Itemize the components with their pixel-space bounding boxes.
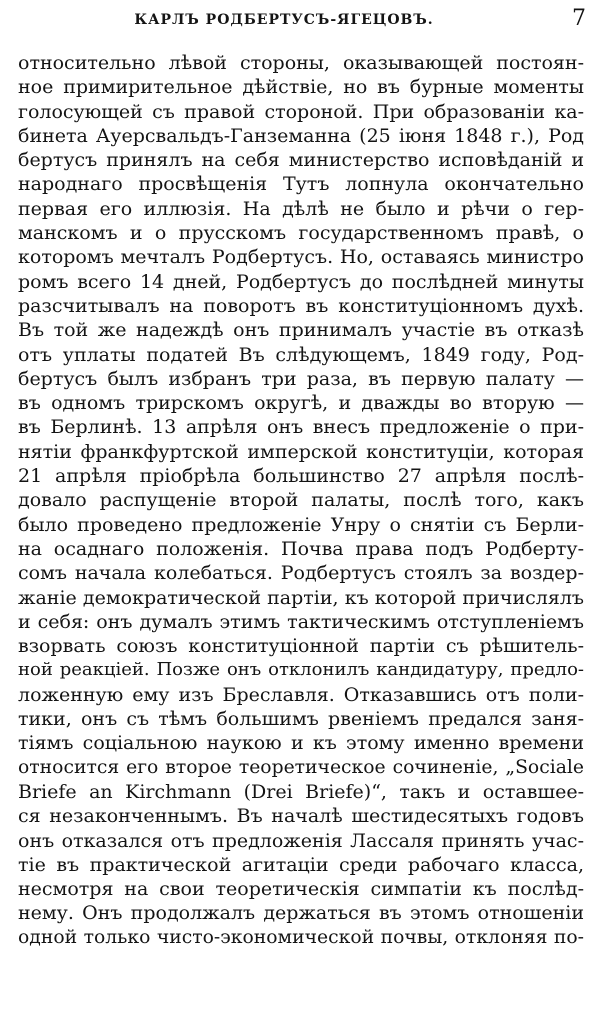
text-line: онъ отказался отъ предложенія Лассаля принять учас- <box>18 829 584 852</box>
text-line: относительно лѣвой стороны, оказывающей постоян- <box>18 52 584 74</box>
text-line: нему. Онъ продолжалъ держаться въ этомъ отношеніи <box>18 902 584 925</box>
text-line: несмотря на свои теоретическія симпатіи къ послѣд- <box>18 878 584 901</box>
text-line: относится его второе теоретическое сочиненіе, „Sociale <box>18 756 584 778</box>
text-line: на осаднаго положенія. Почва права подъ Родберту- <box>18 537 584 560</box>
text-line: въ Берлинѣ. 13 апрѣля онъ внесъ предложеніе о при- <box>18 416 584 439</box>
text-line: голосующей съ правой стороной. При образованіи ка- <box>18 100 584 123</box>
text-line: жаніе демократической партіи, къ которой причислялъ <box>18 586 584 609</box>
text-line: тіямъ соціальною наукою и къ этому именно времени <box>18 732 584 755</box>
page-header <box>18 6 590 36</box>
text-line: довало распущеніе второй палаты, послѣ того, какъ <box>18 489 584 512</box>
text-line: ромъ всего 14 дней, Родбертусъ до послѣдней минуты <box>18 270 584 293</box>
text-line: въ одномъ трирскомъ округѣ, и дважды во вторую — <box>18 392 584 415</box>
text-line: ной реакціей. Позже онъ отклонилъ кандидатуру, предло- <box>18 659 584 681</box>
text-line: ся незаконченнымъ. Въ началѣ шестидесятыхъ годовъ <box>18 805 584 828</box>
text-line: народнаго просвѣщенія Тутъ лопнула окончательно <box>18 173 584 196</box>
body-text <box>18 51 584 950</box>
text-line: 21 апрѣля пріобрѣла большинство 27 апрѣля послѣ- <box>18 465 584 488</box>
text-line: первая его иллюзія. На дѣлѣ не было и рѣчи о гер- <box>18 197 584 220</box>
text-line: ложенную ему изъ Бреславля. Отказавшись отъ поли- <box>18 683 584 706</box>
text-line: бертусъ былъ избранъ три раза, въ первую палату — <box>18 367 584 390</box>
text-line: тики, онъ съ тѣмъ большимъ рвеніемъ предался заня- <box>18 708 584 731</box>
text-line: тіе въ практической агитаціи среди рабочаго класса, <box>18 853 584 876</box>
page-number: 7 <box>572 6 586 31</box>
text-line: которомъ мечталъ Родбертусъ. Но, оставаясь министро <box>18 246 584 269</box>
text-line: ное примирительное дѣйствіе, но въ бурные моменты <box>18 76 584 99</box>
text-line: бертусъ принялъ на себя министерство исповѣданій и <box>18 149 584 172</box>
text-line: разсчитывалъ на поворотъ въ конституціонномъ духѣ. <box>18 294 584 317</box>
text-line: Briefe an Kirchmann (Drei Briefe)“, такъ и оставшее- <box>18 780 584 803</box>
text-line: сомъ начала колебаться. Родбертусъ стоялъ за воздер- <box>18 562 584 585</box>
text-line: было проведено предложеніе Унру о снятіи съ Берли- <box>18 513 584 536</box>
text-line: нятіи франкфуртской имперской конституціи, которая <box>18 440 584 463</box>
text-line: взорвать союзъ конституціонной партіи съ рѣшитель- <box>18 635 584 658</box>
text-line: манскомъ и о прусскомъ государственномъ правѣ, о <box>18 222 584 245</box>
running-title: КАРЛЪ РОДБЕРТУСЪ-ЯГЕЦОВЪ. <box>134 12 434 28</box>
text-line: бинета Ауерсвальдъ-Ганземанна (25 іюня 1848 г.), Род <box>18 124 584 147</box>
text-line: отъ уплаты податей Въ слѣдующемъ, 1849 году, Род- <box>18 343 584 366</box>
text-line: и себя: онъ думалъ этимъ тактическимъ отступленіемъ <box>18 610 584 633</box>
text-line: одной только чисто-экономической почвы, отклоняя по- <box>18 926 584 948</box>
text-line: Въ той же надеждѣ онъ принималъ участіе въ отказѣ <box>18 319 584 342</box>
